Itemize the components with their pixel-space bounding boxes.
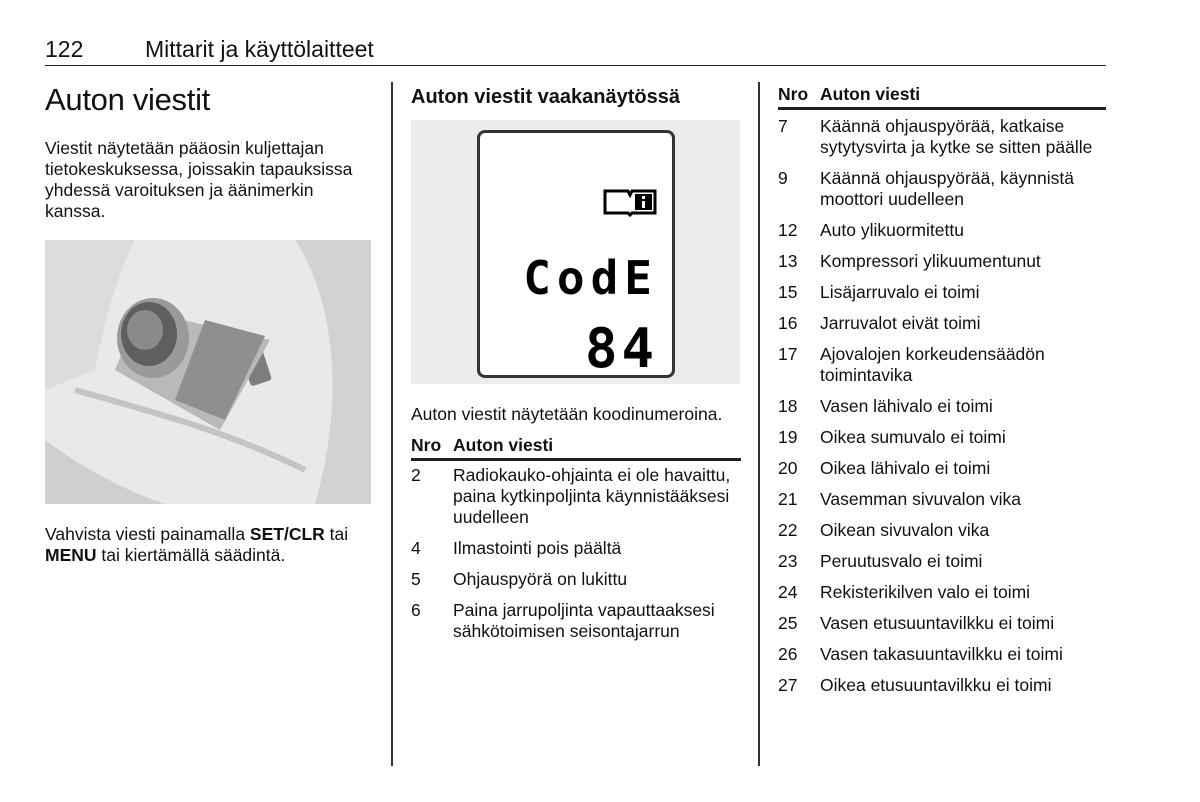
table-row [411,596,741,648]
lcd-code-text: CodE [523,251,658,305]
table-row [778,423,1106,454]
message-number: 7 [778,116,788,136]
table-row [778,340,1106,392]
message-text: Kompressori ylikuumentunut [820,251,1041,271]
column-divider-1 [391,82,393,766]
column-2-heading [411,84,741,110]
message-number: 19 [778,427,798,447]
message-text: Oikea sumuvalo ei toimi [820,427,1006,447]
message-text: Vasen etusuuntavilkku ei toimi [820,613,1055,633]
table-row [411,565,741,596]
message-number: 5 [411,569,421,589]
message-number: 24 [778,582,798,602]
message-text: Jarruvalot eivät toimi [820,313,981,333]
page-header [45,34,1106,66]
message-text: Vasen lähivalo ei toimi [820,396,993,416]
table-row [778,671,1106,702]
table-row [778,609,1106,640]
menu-label: MENU [45,545,97,565]
lcd-display [477,130,675,378]
message-text: Rekisterikilven valo ei toimi [820,582,1031,602]
message-number: 6 [411,600,421,620]
message-number: 18 [778,396,798,416]
table-row [778,454,1106,485]
table-row [778,278,1106,309]
message-text: Auto ylikuormitettu [820,220,964,240]
table-row [778,112,1106,164]
message-text: Ohjauspyörä on lukittu [453,569,628,589]
page-number: 122 [45,36,84,62]
message-number: 21 [778,489,798,509]
table-row [778,578,1106,609]
intro-paragraph: Viestit näytetään pääosin kuljettajan tietokeskuksessa, joissakin tapauksissa yhdessä varoituksen ja äänimerkin kanssa. [45,138,353,221]
table-header: Nro Auton viesti [411,435,741,461]
message-number: 16 [778,313,798,333]
message-text: Lisäjarruvalo ei toimi [820,282,980,302]
message-number: 26 [778,644,798,664]
column-divider-2 [758,82,760,766]
message-number: 4 [411,538,421,558]
message-text: Oikea etusuuntavilkku ei toimi [820,675,1052,695]
message-number: 27 [778,675,798,695]
message-number: 15 [778,282,798,302]
column-3 [778,84,1106,702]
confirm-paragraph: Vahvista viesti painamalla SET/CLR tai MENU tai kiertämällä säädintä. [45,524,349,565]
message-text: Käännä ohjauspyörää, katkaise sytytysvirta ja kytke se sitten päälle [820,116,1093,157]
message-number: 23 [778,551,798,571]
table-row [778,640,1106,671]
table-row [778,247,1106,278]
lcd-code-number: 84 [584,317,658,380]
lcd-illustration [411,120,740,384]
message-text: Radiokauko-ohjainta ei ole havaittu, paina kytkinpoljinta käynnistääksesi uudelleen [453,465,731,527]
subsection-title: Auton viestit vaakanäytössä [411,86,680,108]
message-number: 25 [778,613,798,633]
set-clr-label: SET/CLR [249,524,325,544]
table-row [778,309,1106,340]
message-text: Paina jarrupoljinta vapauttaaksesi sähkötoimisen seisontajarrun [453,600,715,641]
message-text: Ilmastointi pois päältä [453,538,622,558]
message-table-2 [778,112,1106,702]
column-1 [45,80,373,222]
table-header: Nro Auton viesti [778,84,1106,110]
book-info-icon [602,187,658,217]
message-text: Oikean sivuvalon vika [820,520,990,540]
table-row [778,485,1106,516]
steering-stalk-photo [45,240,371,504]
table-row [778,164,1106,216]
message-number: 12 [778,220,798,240]
column-2-body [411,404,741,648]
message-table-1 [411,461,741,648]
message-number: 13 [778,251,798,271]
chapter-title: Mittarit ja käyttölaitteet [145,36,374,62]
message-number: 2 [411,465,421,485]
message-number: 17 [778,344,798,364]
table-row [778,392,1106,423]
message-text: Vasemman sivuvalon vika [820,489,1022,509]
message-number: 20 [778,458,798,478]
table-row [778,547,1106,578]
message-text: Oikea lähivalo ei toimi [820,458,991,478]
message-number: 22 [778,520,798,540]
message-number: 9 [778,168,788,188]
table-row [778,216,1106,247]
section-title: Auton viestit [45,82,210,117]
message-text: Vasen takasuuntavilkku ei toimi [820,644,1063,664]
message-text: Ajovalojen korkeudensäädön toimintavika [820,344,1045,385]
message-text: Käännä ohjauspyörää, käynnistä moottori uudelleen [820,168,1074,209]
table-row [411,461,741,534]
table-row [778,516,1106,547]
table-row [411,534,741,565]
message-text: Peruutusvalo ei toimi [820,551,983,571]
code-description: Auton viestit näytetään koodinumeroina. [411,404,723,424]
